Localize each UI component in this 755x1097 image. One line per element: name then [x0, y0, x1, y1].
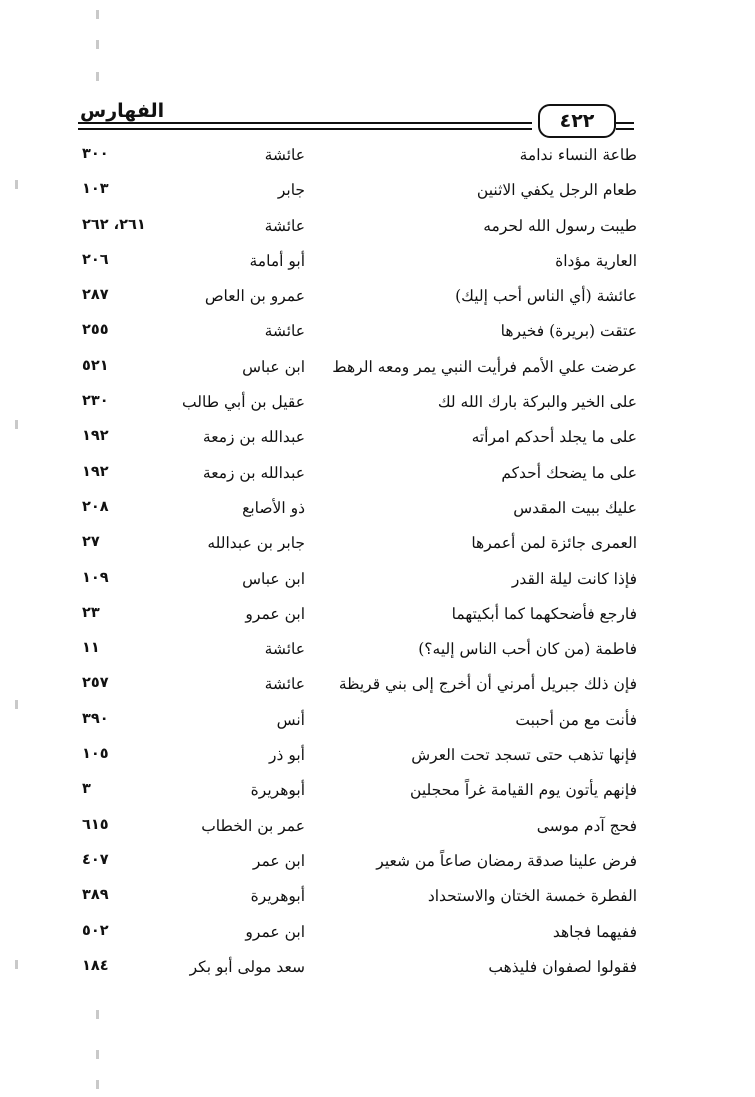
scan-edge-mark [96, 72, 99, 81]
page-reference: ٤٠٧ [82, 851, 109, 868]
index-row [0, 177, 755, 212]
narrator-name: عمرو بن العاص [204, 287, 305, 306]
page-reference: ٦١٥ [82, 816, 109, 833]
index-row [0, 530, 755, 565]
index-row [0, 954, 755, 989]
hadith-text: فإنها تذهب حتى تسجد تحت العرش [411, 746, 637, 765]
narrator-name: ابن عباس [242, 569, 305, 588]
page-reference: ٢٠٦ [82, 251, 109, 268]
narrator-name: عائشة [264, 675, 305, 694]
hadith-text: على الخير والبركة بارك الله لك [437, 393, 637, 412]
narrator-name: أنس [276, 710, 305, 729]
hadith-text: العمرى جائزة لمن أعمرها [471, 534, 637, 553]
index-row [0, 742, 755, 777]
page-reference: ١٨٤ [82, 957, 109, 974]
index-row [0, 318, 755, 353]
index-row [0, 283, 755, 318]
index-row [0, 424, 755, 459]
scan-edge-mark [96, 40, 99, 49]
page-reference: ٢٨٧ [82, 287, 109, 304]
hadith-text: العارية مؤداة [555, 251, 637, 270]
narrator-name: عائشة [264, 322, 305, 341]
narrator-name: أبو ذر [269, 746, 305, 765]
index-row [0, 354, 755, 389]
header-rule-bottom [78, 128, 532, 130]
hadith-text: على ما يضحك أحدكم [501, 463, 637, 482]
narrator-name: أبوهريرة [250, 781, 305, 800]
hadith-text: فحج آدم موسى [536, 816, 637, 835]
narrator-name: ابن عباس [242, 357, 305, 376]
hadith-text: عليك ببيت المقدس [513, 498, 637, 517]
scan-edge-mark [96, 1080, 99, 1089]
narrator-name: عبدالله بن زمعة [202, 463, 305, 482]
page-reference: ٥٠٢ [82, 922, 109, 939]
index-row [0, 460, 755, 495]
index-row [0, 813, 755, 848]
narrator-name: سعد مولى أبو بكر [189, 957, 305, 976]
narrator-name: عمر بن الخطاب [201, 816, 305, 835]
index-row [0, 636, 755, 671]
index-row [0, 671, 755, 706]
page-number: ٤٢٢ [538, 104, 616, 138]
index-row [0, 248, 755, 283]
page-reference: ٢٠٨ [82, 498, 109, 515]
scan-edge-mark [96, 10, 99, 19]
narrator-name: عائشة [264, 216, 305, 235]
page-reference: ١٠٣ [82, 181, 109, 198]
header-rule-top [78, 122, 532, 124]
hadith-text: فارجع فأضحكهما كما أبكيتهما [451, 604, 637, 623]
header-rule-right-bottom [616, 128, 634, 130]
hadith-text: طاعة النساء ندامة [519, 146, 637, 164]
page-reference: ١٩٢ [82, 428, 109, 445]
hadith-text: طيبت رسول الله لحرمه [483, 216, 637, 235]
hadith-text: الفطرة خمسة الختان والاستحداد [427, 887, 637, 906]
hadith-text: فرض علينا صدقة رمضان صاعاً من شعير [376, 851, 637, 870]
page-title: الفهارس [80, 100, 165, 122]
index-row [0, 919, 755, 954]
narrator-name: ابن عمر [252, 851, 305, 870]
hadith-text: على ما يجلد أحدكم امرأته [471, 428, 637, 447]
page-reference: ٥٢١ [82, 357, 109, 374]
scan-edge-mark [96, 1050, 99, 1059]
hadith-text: عائشة (أي الناس أحب إليك) [455, 287, 637, 306]
page-header [0, 96, 755, 136]
page-reference: ٣ [82, 781, 91, 798]
hadith-text: عرضت علي الأمم فرأيت النبي يمر ومعه الرهط [332, 357, 637, 376]
page-reference: ٢٦١، ٢٦٢ [82, 216, 146, 233]
index-row [0, 707, 755, 742]
page-reference: ٢٧ [82, 534, 100, 551]
header-rule-right-top [616, 122, 634, 124]
hadith-text: عتقت (بريرة) فخيرها [500, 322, 637, 341]
index-row [0, 566, 755, 601]
narrator-name: جابر بن عبدالله [207, 534, 305, 553]
index-row [0, 495, 755, 530]
narrator-name: عقيل بن أبي طالب [182, 393, 305, 412]
narrator-name: أبو أمامة [249, 251, 305, 270]
index-row [0, 883, 755, 918]
hadith-text: فأنت مع من أحببت [515, 710, 637, 729]
page-reference: ٢٣٠ [82, 393, 109, 410]
index-row [0, 601, 755, 636]
page-reference: ١٠٩ [82, 569, 109, 586]
page-reference: ٣٩٠ [82, 710, 109, 727]
page-reference: ١٠٥ [82, 746, 109, 763]
page-reference: ٢٥٧ [82, 675, 109, 692]
narrator-name: عائشة [264, 640, 305, 659]
narrator-name: عائشة [264, 146, 305, 164]
index-row [0, 213, 755, 248]
narrator-name: جابر [277, 181, 305, 200]
narrator-name: أبوهريرة [250, 887, 305, 906]
page-reference: ١٩٢ [82, 463, 109, 480]
page-reference: ٣٠٠ [82, 146, 109, 162]
page-reference: ٢٥٥ [82, 322, 109, 339]
index-row [0, 389, 755, 424]
hadith-text: فقولوا لصفوان فليذهب [488, 957, 637, 976]
index-row [0, 142, 755, 177]
page-reference: ٣٨٩ [82, 887, 109, 904]
hadith-text: فإنهم يأتون يوم القيامة غراً محجلين [410, 781, 637, 800]
hadith-text: ففيهما فجاهد [552, 922, 637, 941]
page-reference: ٢٣ [82, 604, 100, 621]
page-reference: ١١ [82, 640, 100, 657]
narrator-name: ابن عمرو [245, 922, 305, 941]
scan-edge-mark [96, 1010, 99, 1019]
index-row [0, 848, 755, 883]
hadith-text: فاطمة (من كان أحب الناس إليه؟) [418, 640, 637, 659]
index-row [0, 777, 755, 812]
hadith-index-list [0, 142, 755, 989]
narrator-name: ذو الأصابع [242, 498, 305, 517]
narrator-name: عبدالله بن زمعة [202, 428, 305, 447]
hadith-text: فإذا كانت ليلة القدر [511, 569, 637, 588]
narrator-name: ابن عمرو [245, 604, 305, 623]
hadith-text: فإن ذلك جبريل أمرني أن أخرج إلى بني قريظة [338, 675, 637, 694]
hadith-text: طعام الرجل يكفي الاثنين [476, 181, 637, 200]
